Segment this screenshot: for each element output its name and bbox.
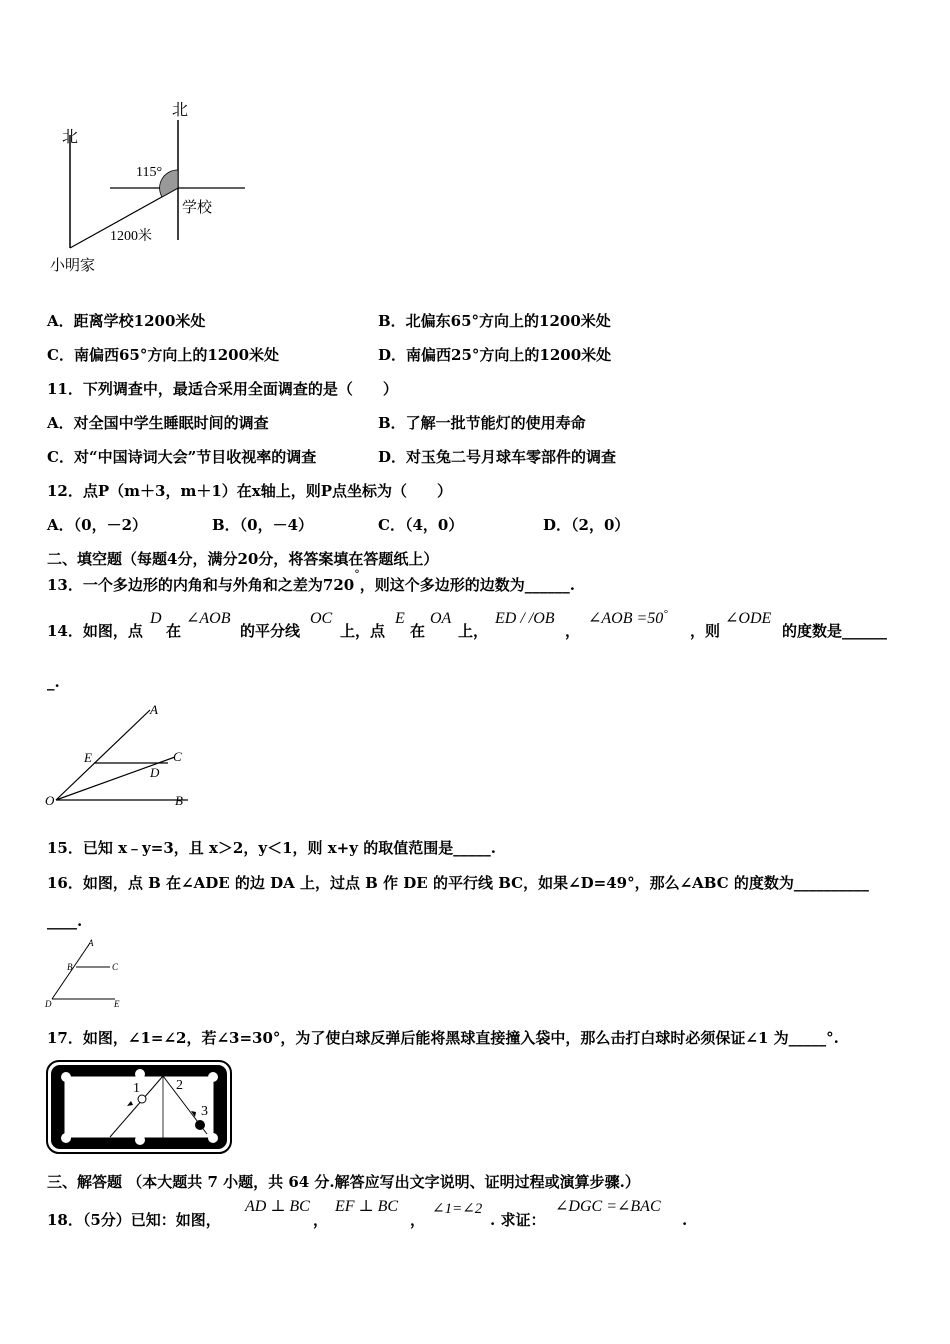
q14-p2: 在 xyxy=(166,622,182,640)
q15-text: 15．已知 x﹣y=3，且 x＞2，y＜1，则 x+y 的取值范围是_____. xyxy=(47,839,496,857)
section-2-title: 二、填空题（每题4分，满分20分，将答案填在答题纸上） xyxy=(47,550,439,568)
q11-option-d: D．对玉兔二号月球车零部件的调查 xyxy=(378,448,617,466)
q17-text: 17．如图，∠1=∠2，若∠3=30°，为了使白球反弹后能将黑球直接撞入袋中，那么击打白球时必须保证∠1 为_____°. xyxy=(47,1029,839,1047)
q14-p8: 的度数是______ xyxy=(782,622,888,640)
direction-diagram xyxy=(40,90,260,280)
fig16-label-c: C xyxy=(112,962,119,972)
q18-p1: 18．（5分）已知：如图， xyxy=(47,1211,221,1229)
q14-angle-ode: ∠ODE xyxy=(725,610,772,627)
fig16-label-a: A xyxy=(88,938,94,948)
q11-stem: 11．下列调查中，最适合采用全面调查的是（ ） xyxy=(47,380,398,398)
q14-continuation: _. xyxy=(47,673,60,691)
q14-p7: ，则 xyxy=(690,622,721,640)
q14-p5: 在 xyxy=(410,622,426,640)
fig16-label-e: E xyxy=(114,999,120,1009)
q13-degree: ° xyxy=(354,568,360,581)
fig14-label-b: B xyxy=(175,793,183,808)
q18-comma-1: ， xyxy=(313,1211,329,1229)
fig16-label-b: B xyxy=(67,962,73,972)
billiard-table-diagram xyxy=(45,1059,235,1157)
section-3-title: 三、解答题 （本大题共 7 小题，共 64 分.解答应写出文字说明、证明过程或演算步骤.） xyxy=(47,1173,640,1191)
q14-oc: OC xyxy=(310,610,333,627)
q14-point-e: E xyxy=(395,610,405,627)
q14-point-d: D xyxy=(150,610,162,627)
q10-option-d: D．南偏西25°方向上的1200米处 xyxy=(378,346,612,364)
fig17-label-3: 3 xyxy=(201,1104,208,1119)
fig14-label-d: D xyxy=(150,765,160,780)
q14-p6: 上， xyxy=(458,622,489,640)
fig14-label-c: C xyxy=(173,749,182,764)
angle-label: 115° xyxy=(136,165,163,180)
q14-angle-aob: ∠AOB xyxy=(186,610,231,627)
angle-bisector-diagram xyxy=(40,700,200,815)
q14-comma: ， xyxy=(565,622,581,640)
fig17-label-1: 1 xyxy=(133,1081,140,1096)
distance-label: 1200米 xyxy=(110,229,152,244)
q11-option-c: C．对“中国诗词大会”节目收视率的调查 xyxy=(47,448,317,466)
home-label: 小明家 xyxy=(50,258,96,274)
q18-goal: ∠DGC =∠BAC xyxy=(555,1198,661,1215)
q14-condition-text: ∠AOB =50 xyxy=(588,610,664,627)
fig14-label-a: A xyxy=(150,702,158,717)
fig17-label-2: 2 xyxy=(176,1078,183,1093)
q18-cond-3: ∠1=∠2 xyxy=(432,1201,483,1217)
q12-stem: 12．点P（m＋3，m＋1）在x轴上，则P点坐标为（ ） xyxy=(47,482,452,500)
parallel-line-diagram xyxy=(40,937,130,1012)
q18-p2: . 求证： xyxy=(490,1211,546,1229)
q18-cond-1: AD ⊥ BC xyxy=(245,1198,310,1215)
q11-option-a: A．对全国中学生睡眠时间的调查 xyxy=(47,414,269,432)
north-label-1: 北 xyxy=(62,129,79,146)
q18-comma-2: ， xyxy=(410,1211,426,1229)
q14-degree: ° xyxy=(663,608,668,620)
q13-text xyxy=(47,568,575,597)
q14-p4: 上，点 xyxy=(340,622,386,640)
q10-option-a: A．距离学校1200米处 xyxy=(47,312,206,330)
q16-continuation: ____. xyxy=(47,912,83,930)
q10-option-b: B．北偏东65°方向上的1200米处 xyxy=(378,312,611,330)
q12-option-b: B．（0，－4） xyxy=(212,516,314,534)
q13-main: 13．一个多边形的内角和与外角和之差为720 xyxy=(47,576,355,594)
q13-tail: ，则这个多边形的边数为______. xyxy=(359,576,575,594)
q12-option-d: D．（2，0） xyxy=(543,516,630,534)
q18-end: . xyxy=(682,1211,688,1229)
north-label-2: 北 xyxy=(172,102,189,119)
q12-option-a: A．（0，－2） xyxy=(47,516,148,534)
fig16-label-d: D xyxy=(45,999,52,1009)
school-label: 学校 xyxy=(182,200,213,216)
q14-oa: OA xyxy=(430,610,452,627)
q18-cond-2: EF ⊥ BC xyxy=(335,1198,399,1215)
q11-option-b: B．了解一批节能灯的使用寿命 xyxy=(378,414,586,432)
q10-option-c: C．南偏西65°方向上的1200米处 xyxy=(47,346,280,364)
q14-condition xyxy=(588,609,668,630)
q14-p1: 14．如图，点 xyxy=(47,622,143,640)
q12-option-c: C．（4，0） xyxy=(378,516,464,534)
fig14-label-o: O xyxy=(45,793,55,808)
q14-p3: 的平分线 xyxy=(240,622,301,640)
fig14-label-e: E xyxy=(84,750,92,765)
q16-text: 16．如图，点 B 在∠ADE 的边 DA 上，过点 B 作 DE 的平行线 BC，如果∠D=49°，那么∠ABC 的度数为__________ xyxy=(47,874,869,892)
q14-ed-parallel-ob: ED / /OB xyxy=(495,610,555,627)
